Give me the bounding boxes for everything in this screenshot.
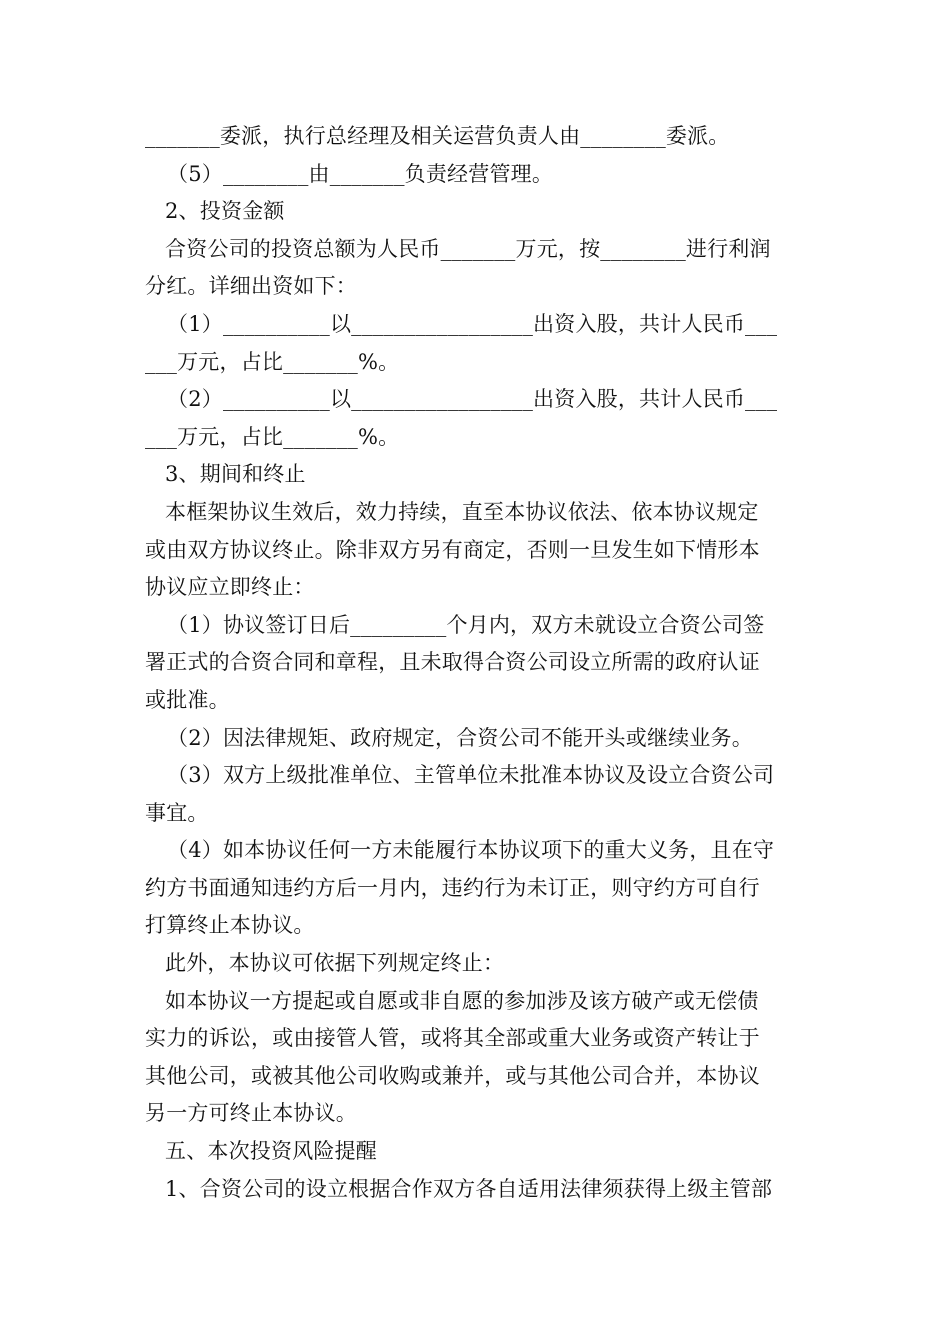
- text-line-23: 此外，本协议可依据下列规定终止：: [165, 951, 505, 976]
- text-line-11: 本框架协议生效后，效力持续，直至本协议依法、依本协议规定: [165, 499, 759, 524]
- text-line-15: 署正式的合资合同和章程，且未取得合资公司设立所需的政府认证: [145, 650, 760, 675]
- text-line-29: 1、合资公司的设立根据合作双方各自适用法律须获得上级主管部: [165, 1176, 773, 1201]
- text-line-24: 如本协议一方提起或自愿或非自愿的参加涉及该方破产或无偿债: [165, 988, 759, 1013]
- text-line-21: 约方书面通知违约方后一月内，违约行为未订正，则守约方可自行: [145, 875, 760, 900]
- text-line-7: ___万元，占比_______%。: [145, 349, 400, 374]
- text-line-12: 或由双方协议终止。除非双方另有商定，否则一旦发生如下情形本: [145, 537, 760, 562]
- text-line-27: 另一方可终止本协议。: [145, 1101, 357, 1126]
- text-line-25: 实力的诉讼，或由接管人管，或将其全部或重大业务或资产转让于: [145, 1026, 760, 1051]
- text-line-16: 或批准。: [145, 687, 230, 712]
- text-line-4: 合资公司的投资总额为人民币_______万元，按________进行利润: [165, 236, 771, 261]
- text-line-18: （3）双方上级批准单位、主管单位未批准本协议及设立合资公司: [167, 763, 775, 788]
- text-line-17: （2）因法律规矩、政府规定，合资公司不能开头或继续业务。: [167, 725, 753, 750]
- text-line-1: _______委派，执行总经理及相关运营负责人由________委派。: [145, 124, 730, 148]
- text-line-14: （1）协议签订日后_________个月内，双方未就设立合资公司签: [167, 612, 765, 637]
- text-line-5: 分红。详细出资如下：: [145, 274, 357, 299]
- text-line-19: 事宜。: [145, 800, 209, 825]
- text-line-13: 协议应立即终止：: [145, 575, 315, 600]
- text-line-6: （1）__________以_________________出资入股，共计人民币___: [167, 311, 778, 336]
- text-line-9: ___万元，占比_______%。: [145, 424, 400, 449]
- text-line-26: 其他公司，或被其他公司收购或兼并，或与其他公司合并，本协议: [145, 1063, 760, 1088]
- document-page: [145, 118, 807, 1208]
- text-line-2: （5）________由_______负责经营管理。: [167, 161, 554, 186]
- section-heading-investment-amount: 2、投资金额: [165, 199, 285, 224]
- text-line-22: 打算终止本协议。: [145, 913, 315, 938]
- section-heading-risk-warning: 五、本次投资风险提醒: [165, 1139, 377, 1164]
- text-line-8: （2）__________以_________________出资入股，共计人民币___: [167, 387, 778, 412]
- section-heading-term-termination: 3、期间和终止: [165, 462, 306, 487]
- text-line-20: （4）如本协议任何一方未能履行本协议项下的重大义务，且在守: [167, 838, 775, 863]
